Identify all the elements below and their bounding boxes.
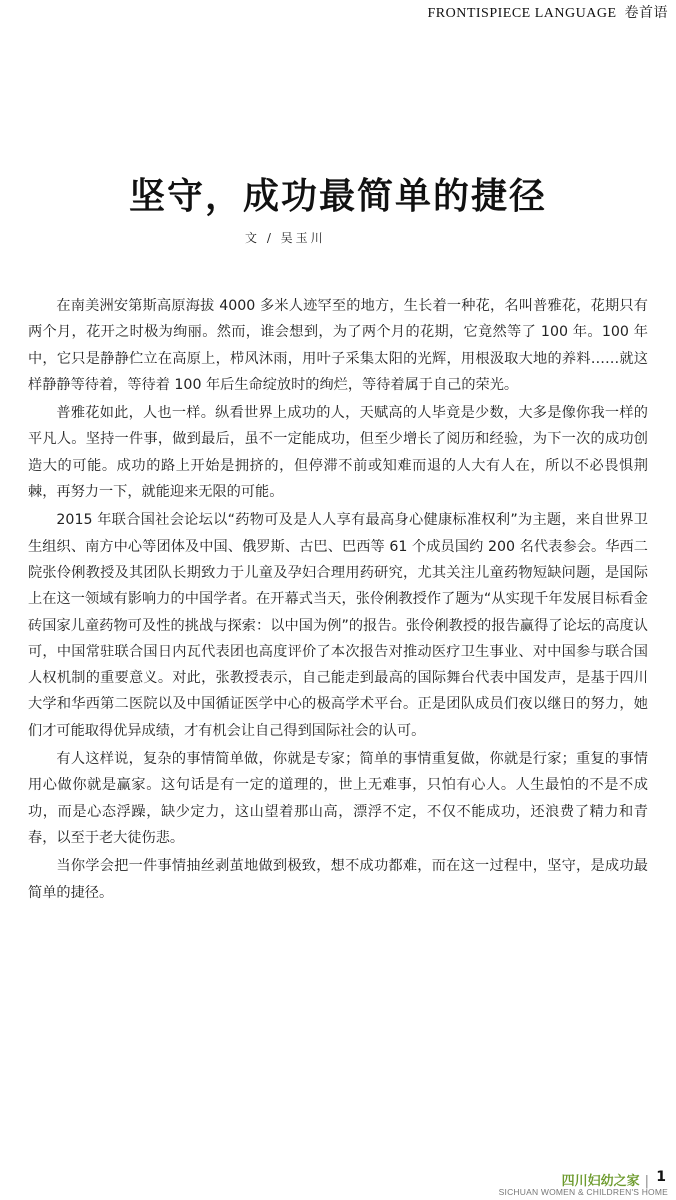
article-title: 坚守，成功最简单的捷径 xyxy=(128,176,547,217)
header-section-en: FRONTISPIECE LANGUAGE xyxy=(427,6,617,21)
header-section-cn: 卷首语 xyxy=(624,5,668,21)
article-paragraph: 有人这样说，复杂的事情简单做，你就是专家；简单的事情重复做，你就是行家；重复的事情用心做你就是赢家。这句话是有一定的道理的，世上无难事，只怕有心人。人生最怕的不是不成功，而是心态浮躁，缺少定力，这山望着那山高，漂浮不定，不仅不能成功，还浪费了精力和青春，以至于老大徒伤悲。 xyxy=(28,751,648,846)
article-paragraph: 在南美洲安第斯高原海拔 4000 多米人迹罕至的地方，生长着一种花，名叫普雅花，花期只有两个月，花开之时极为绚丽。然而，谁会想到，为了两个月的花期，它竟然等了 100 年。100 年中，它只是静静伫立在高原上，栉风沐雨，用叶子采集太阳的光辉，用根汲取大地的养料……就这样静静等待着，等待着 100 年后生命绽放时的绚烂，等待着属于自己的荣光。 xyxy=(28,298,648,393)
running-header xyxy=(428,2,669,22)
page-number: 1 xyxy=(656,1169,666,1185)
article-body xyxy=(28,293,648,908)
article-paragraph: 普雅花如此，人也一样。纵看世界上成功的人，天赋高的人毕竟是少数，大多是像你我一样的平凡人。坚持一件事，做到最后，虽不一定能成功，但至少增长了阅历和经验，为下一次的成功创造大的可能。成功的路上开始是拥挤的，但停滞不前或知难而退的人大有人在，所以不必畏惧荆棘，再努力一下，就能迎来无限的可能。 xyxy=(28,405,648,501)
article-paragraph: 2015 年联合国社会论坛以“药物可及是人人享有最高身心健康标准权利”为主题，来自世界卫生组织、南方中心等团体及中国、俄罗斯、古巴、巴西等 61 个成员国约 200 名代表参会。华西二院张伶俐教授及其团队长期致力于儿童及孕妇合理用药研究，尤其关注儿童药物短缺问题，是国际上在这一领域有影响力的中国学者。在开幕式当天，张伶俐教授作了题为“从实现千年发展目标看金砖国家儿童药物可及性的挑战与探索：以中国为例”的报告。张伶俐教授的报告赢得了论坛的高度认可，中国常驻联合国日内瓦代表团也高度评价了本次报告对推动医疗卫生事业、对中国参与联合国人权机制的重要意义。对此，张教授表示，自己能走到最高的国际舞台代表中国发声，是基于四川大学和华西第二医院以及中国循证医学中心的极高学术平台。正是团队成员们夜以继日的努力，她们才可能取得优异成绩，才有机会让自己得到国际社会的认可。 xyxy=(28,512,648,739)
footer-brand-name: 四川妇幼之家 xyxy=(561,1174,640,1189)
footer-separator: | xyxy=(644,1174,649,1189)
footer-brand-en: SICHUAN WOMEN & CHILDREN'S HOME xyxy=(498,1187,668,1197)
article-byline: 文 / 吴玉川 xyxy=(245,231,326,245)
article-paragraph: 当你学会把一件事情抽丝剥茧地做到极致，想不成功都难，而在这一过程中，坚守，是成功最简单的捷径。 xyxy=(28,858,648,901)
